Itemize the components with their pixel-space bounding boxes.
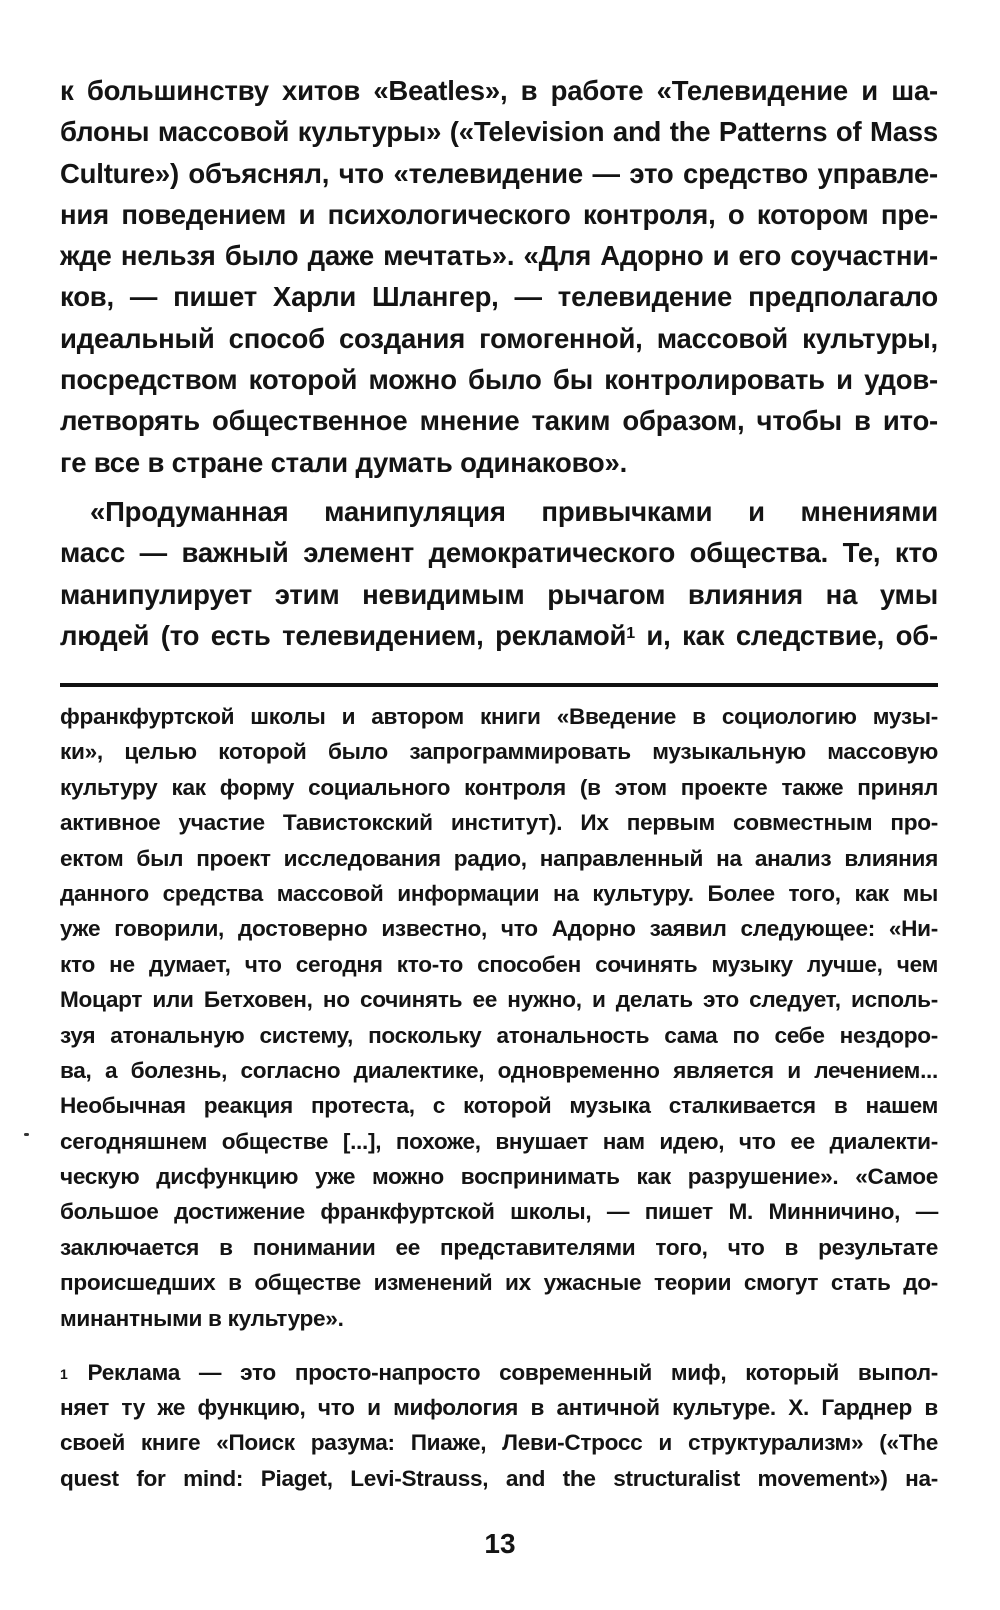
footnote-continuation [60, 699, 938, 1336]
text-line: «Продуманная манипуляция привычками и мнениями [90, 495, 938, 527]
footnote-line: активное участие Тавистокский институт). Их первым совместным про- [60, 810, 938, 836]
text-line: посредством которой можно было бы контролировать и удов- [60, 364, 938, 396]
text-line: Culture») объяснял, что «телевидение — это средство управле- [60, 157, 938, 189]
footnote-line: заключается в понимании ее представителями того, что в результате [60, 1234, 938, 1260]
footnote-line: Моцарт или Бетховен, но сочинять ее нужно, и делать это следует, исполь- [60, 987, 938, 1013]
text-line: летворять общественное мнение таким образом, чтобы в ито- [60, 405, 938, 437]
text-line: идеальный способ создания гомогенной, массовой культуры, [60, 322, 938, 354]
footnote-line: культуру как форму социального контроля (в этом проекте также принял [60, 774, 938, 800]
text-fragment: и, как следствие, об- [634, 619, 938, 651]
footnote-line: Необычная реакция протеста, с которой музыка сталкивается в нашем [60, 1093, 938, 1119]
footnote-reference: 1 [626, 624, 635, 642]
footnote-line: данного средства массовой информации на культуру. Более того, как мы [60, 880, 938, 906]
footnote-line: кто не думает, что сегодня кто-то способен сочинять музыку лучше, чем [60, 951, 938, 977]
footnote-line: сегодняшнем обществе [...], похоже, внушает нам идею, что ее диалекти- [60, 1128, 938, 1154]
footnote-line: франкфуртской школы и автором книги «Введение в социологию музы- [60, 704, 938, 729]
footnote-line: ектом был проект исследования радио, направленный на анализ влияния [60, 845, 938, 871]
footnote-line [60, 1355, 938, 1390]
footnote-line: уже говорили, достоверно известно, что Адорно заявил следующее: «Ни- [60, 916, 938, 942]
text-line: ков, — пишет Харли Шлангер, — телевидение предполагало [60, 281, 938, 313]
footnote-marker: 1 [60, 1366, 68, 1382]
text-line: ния поведением и психологического контроля, о котором пре- [60, 198, 938, 230]
footnote-line: минантными в культуре». [60, 1305, 344, 1331]
footnote-separator [60, 683, 938, 687]
footnote-line: большое достижение франкфуртской школы, — пишет М. Минничино, — [60, 1199, 938, 1225]
page-number: 13 [484, 1528, 516, 1559]
footnote-line: ки», целью которой было запрограммировать музыкальную массовую [60, 739, 938, 765]
scan-speck [24, 1133, 29, 1136]
text-line: манипулирует этим невидимым рычагом влияния на умы [60, 578, 938, 610]
text-line [60, 615, 938, 656]
footnote-line: ва, а болезнь, согласно диалектике, одновременно является и лечением... [60, 1057, 938, 1083]
text-line: блоны массовой культуры» («Television and the Patterns of Mass [60, 116, 938, 148]
footnote-line: своей книге «Поиск разума: Пиаже, Леви-Стросс и структурализм» («The [60, 1430, 938, 1456]
footnote-line: ческую дисфункцию уже можно воспринимать как разрушение». «Самое [60, 1164, 938, 1190]
footnote-1 [60, 1355, 938, 1496]
footnote-line: няет ту же функцию, что и мифология в античной культуре. Х. Гарднер в [60, 1395, 938, 1421]
text-line: масс — важный элемент демократического общества. Те, кто [60, 537, 938, 569]
text-line: жде нельзя было даже мечтать». «Для Адорно и его соучастни- [60, 240, 938, 272]
text-line: к большинству хитов «Beatles», в работе «Телевидение и ша- [60, 75, 938, 106]
text-fragment: людей (то есть телевидением, рекламой [60, 619, 627, 651]
footnote-line: происшедших в обществе изменений их ужасные теории смогут стать до- [60, 1270, 938, 1296]
footnote-line: quest for mind: Piaget, Levi-Strauss, and the structuralist movement») на- [60, 1465, 938, 1491]
footnote-line: зуя атональную систему, поскольку атональность сама по себе нездоро- [60, 1022, 938, 1048]
main-text [60, 70, 938, 656]
text-line: ге все в стране стали думать одинаково». [60, 446, 628, 478]
footnote-text: Реклама — это просто-напросто современный миф, который выпол- [87, 1360, 938, 1385]
